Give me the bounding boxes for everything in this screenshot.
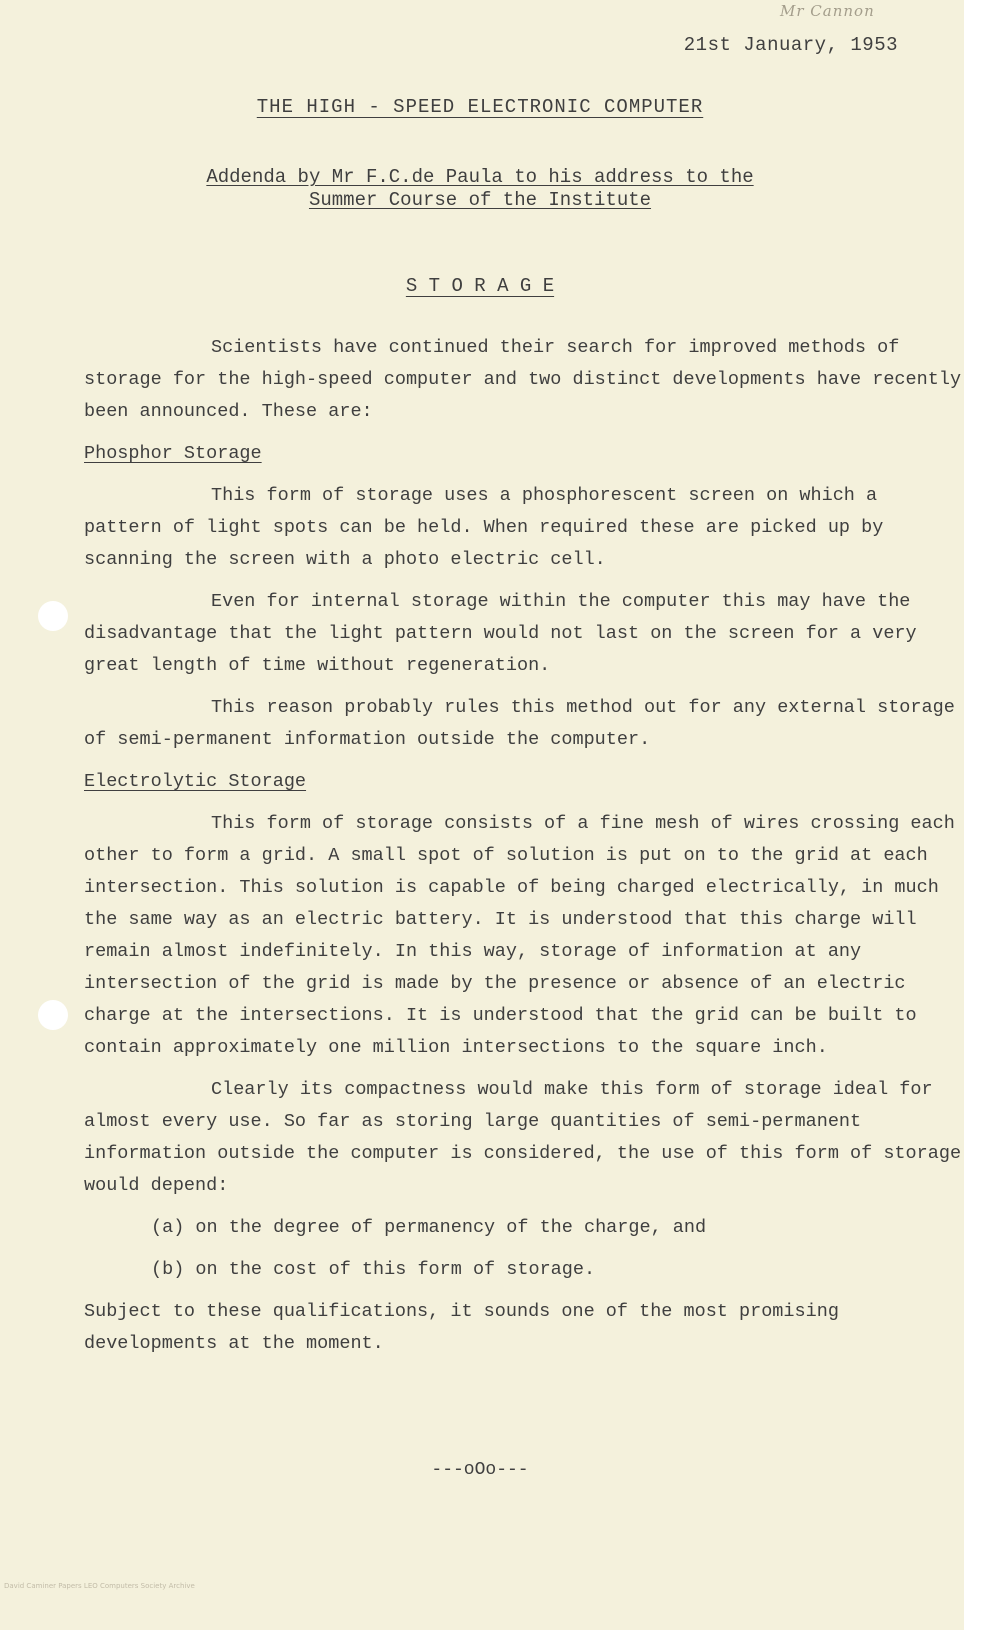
phosphor-paragraph-2: Even for internal storage within the computer this may have the disadvantage that the light pattern would not last on the screen for a very great length of time without regeneration. (84, 591, 917, 676)
phosphor-paragraph-1: This form of storage uses a phosphorescent screen on which a pattern of light spots can be held. When required these are picked up by scanning the screen with a photo electric cell. (84, 485, 884, 570)
list-item-a: (a) on the degree of permanency of the charge, and (151, 1217, 707, 1238)
intro-paragraph: Scientists have continued their search for improved methods of storage for the high-speed computer and two distinct developments have recently been announced. These are: (84, 337, 962, 422)
phosphor-storage-heading: Phosphor Storage (84, 443, 262, 464)
electrolytic-storage-heading: Electrolytic Storage (84, 771, 307, 792)
section-title: S T O R A G E (405, 275, 555, 297)
electrolytic-paragraph-1: This form of storage consists of a fine mesh of wires crossing each other to form a grid. A small spot of solution is put on to the grid at each intersection. This solution is capable of being charged electrically, in much the same way as an electric battery. It is understood that this charge will remain almost indefinitely. In this way, storage of information at any intersection of the grid is made by the presence or absence of an electric charge at the intersections. It is understood that the grid can be built to contain approximately one million intersections to the square inch. (84, 813, 955, 1058)
phosphor-paragraph-3: This reason probably rules this method out for any external storage of semi-permanent information outside the computer. (84, 697, 955, 750)
document-body (84, 332, 964, 1370)
conclusion-paragraph: Subject to these qualifications, it sounds one of the most promising developments at the moment. (84, 1301, 839, 1354)
archive-stamp: David Caminer Papers LEO Computers Society Archive (4, 1582, 195, 1590)
end-mark: ---oOo--- (431, 1460, 529, 1480)
electrolytic-paragraph-2: Clearly its compactness would make this form of storage ideal for almost every use. So far as storing large quantities of semi-permanent information outside the computer is considered, the use of this form of storage would depend: (84, 1079, 962, 1196)
subtitle-line-1: Addenda by Mr F.C.de Paula to his address to the (206, 166, 754, 188)
document-title: THE HIGH - SPEED ELECTRONIC COMPUTER (256, 96, 704, 118)
punch-hole (38, 601, 68, 631)
document-subtitle (0, 166, 960, 212)
subtitle-line-2: Summer Course of the Institute (308, 189, 652, 211)
punch-hole (38, 1000, 68, 1030)
list-item-b: (b) on the cost of this form of storage. (151, 1259, 596, 1280)
handwritten-note: Mr Cannon (780, 2, 875, 20)
document-date: 21st January, 1953 (683, 34, 898, 56)
